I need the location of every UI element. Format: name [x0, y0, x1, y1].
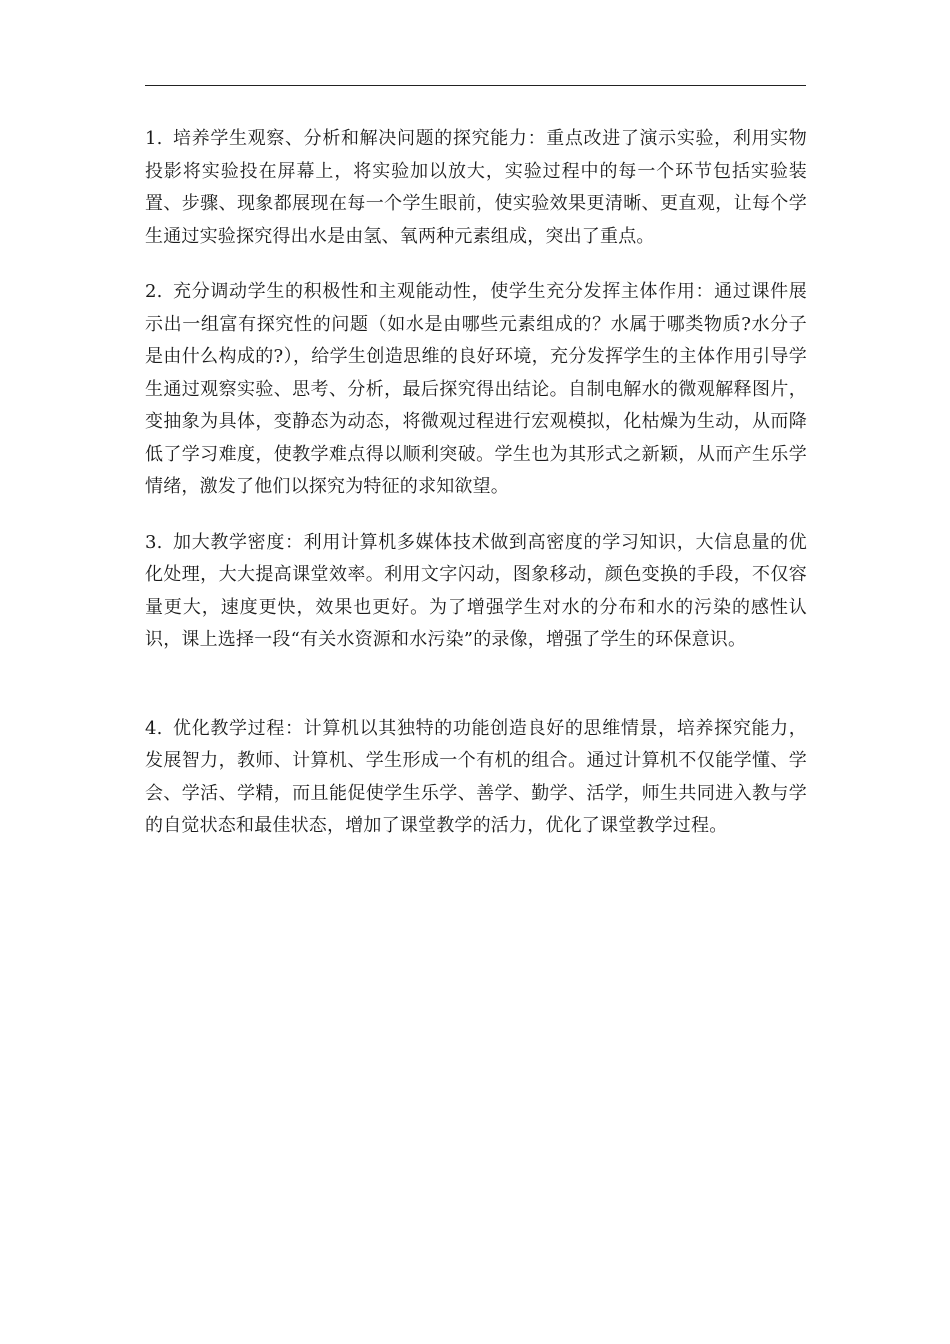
paragraph-1 — [145, 123, 807, 253]
paragraph-1-number: 1. — [145, 128, 163, 149]
paragraph-4-text: 优化教学过程：计算机以其独特的功能创造良好的思维情景，培养探究能力，发展智力，教师、计算机、学生形成一个有机的组合。通过计算机不仅能学懂、学会、学活、学精，而且能促使学生乐学、善学、勤学、活学，师生共同进入教与学的自觉状态和最佳状态，增加了课堂教学的活力，优化了课堂教学过程。 — [145, 717, 807, 836]
paragraph-4 — [145, 713, 807, 843]
paragraph-4-number: 4. — [145, 717, 163, 739]
paragraph-1-text: 培养学生观察、分析和解决问题的探究能力：重点改进了演示实验，利用实物投影将实验投在屏幕上，将实验加以放大，实验过程中的每一个环节包括实验装置、步骤、现象都展现在每一个学生眼前，使实验效果更清晰、更直观，让每个学生通过实验探究得出水是由氢、氧两种元素组成，突出了重点。 — [145, 128, 807, 247]
document-body — [145, 123, 807, 843]
paragraph-3-number: 3. — [145, 531, 163, 553]
paragraph-3-text: 加大教学密度：利用计算机多媒体技术做到高密度的学习知识，大信息量的优化处理，大大提高课堂效率。利用文字闪动，图象移动，颜色变换的手段，不仅容量更大，速度更快，效果也更好。为了增强学生对水的分布和水的污染的感性认识，课上选择一段“有关水资源和水污染”的录像，增强了学生的环保意识。 — [145, 531, 807, 650]
paragraph-2 — [145, 276, 807, 504]
paragraph-2-number: 2. — [145, 281, 163, 302]
header-rule — [145, 85, 806, 86]
paragraph-2-text: 充分调动学生的积极性和主观能动性，使学生充分发挥主体作用：通过课件展示出一组富有探究性的问题（如水是由哪些元素组成的？水属于哪类物质?水分子是由什么构成的?），给学生创造思维的良好环境，充分发挥学生的主体作用引导学生通过观察实验、思考、分析，最后探究得出结论。自制电解水的微观解释图片，变抽象为具体，变静态为动态，将微观过程进行宏观模拟，化枯燥为生动，从而降低了学习难度，使教学难点得以顺利突破。学生也为其形式之新颖，从而产生乐学情绪，激发了他们以探究为特征的求知欲望。 — [145, 281, 807, 497]
paragraph-3 — [145, 527, 807, 657]
